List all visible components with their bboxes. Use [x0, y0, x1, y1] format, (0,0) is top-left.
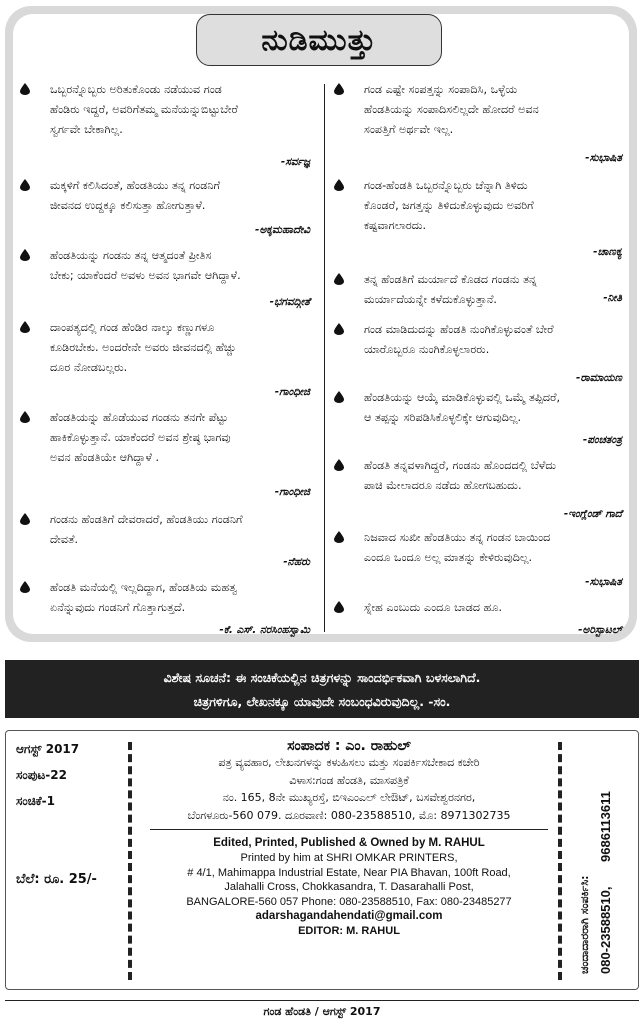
quote-author: -ಚಾಣಕ್ಯ [593, 246, 622, 258]
quote-left-4 [20, 318, 316, 380]
quote-right-4 [334, 320, 626, 362]
quote-author: -ನೀತಿ [603, 292, 622, 304]
dashed-divider-right [558, 742, 562, 980]
editor-heading: ಸಂಪಾದಕ : ಎಂ. ರಾಹುಲ್ [287, 738, 411, 754]
page-title: ನುಡಿಮುತ್ತು [196, 14, 442, 66]
drop-bullet-icon [20, 249, 30, 261]
quote-right-7 [334, 528, 626, 570]
quote-right-5 [334, 388, 626, 430]
issue-volume: ಸಂಪುಟ-22 [16, 768, 67, 782]
quote-text: ಹೆಂಡತಿ ಮನೆಯಲ್ಲಿ ಇಲ್ಲದಿದ್ದಾಗ, ಹೆಂಡತಿಯ ಮಹತ್ವ ಏನೆನ್ನುವುದು ಗಂಡನಿಗೆ ಗೊತ್ತಾಗುತ್ತದೆ. [50, 581, 238, 614]
quote-author: -ಅರಿಸ್ಟಾಟಲ್ [578, 624, 622, 636]
quote-text: ಗಂಡ ಮಾಡಿದುದನ್ನು ಹೆಂಡತಿ ನುಂಗಿಕೊಳ್ಳುವಂತೆ ಬೇರೆ ಯಾರೊಬ್ಬರೂ ನುಂಗಿಕೊಳ್ಳಲಾರರು. [364, 323, 554, 356]
page-footer: ಗಂಡ ಹೆಂಡತಿ / ಆಗಸ್ಟ್ 2017 [263, 1005, 381, 1018]
quote-right-8 [334, 598, 626, 620]
drop-bullet-icon [20, 513, 30, 525]
quote-left-1 [20, 80, 316, 142]
printer-line-3: # 4/1, Mahimappa Industrial Estate, Near PIA Bhavan, 100ft Road, [187, 866, 511, 879]
drop-bullet-icon [334, 391, 344, 403]
quote-text: ದಾಂಪತ್ಯದಲ್ಲಿ ಗಂಡ ಹೆಂಡಿರ ನಾಲ್ಕು ಕಣ್ಣುಗಳೂ ಕೂಡಿರಬೇಕು. ಅಂದರೇನೇ ಅವರು ಜೀವನದಲ್ಲಿ ಹೆಚ್ಚು ದೂರ ನೋಡಬಲ್ಲರು. [50, 321, 237, 374]
quote-author: -ನೆಹರು [283, 556, 310, 568]
quote-text: ಮಕ್ಕಳಿಗೆ ಕಲಿಸಿದಂತೆ, ಹೆಂಡತಿಯು ತನ್ನ ಗಂಡನಿಗೆ ಜೀವನದ ಉದ್ದಕ್ಕೂ ಕಲಿಸುತ್ತಾ ಹೋಗುತ್ತಾಳೆ. [50, 179, 221, 212]
issue-month: ಆಗಸ್ಟ್ 2017 [16, 742, 80, 756]
quote-author: -ಇಂಗ್ಲೆಂಡ್ ಗಾದೆ [563, 508, 622, 520]
footer-rule [5, 1000, 639, 1001]
notice-line-2: ಚಿತ್ರಗಳಿಗೂ, ಲೇಖನಕ್ಕೂ ಯಾವುದೇ ಸಂಬಂಧವಿರುವುದಿಲ್ಲ. -ಸಂ. [193, 694, 451, 709]
quote-author: -ಗಾಂಧೀಜಿ [274, 486, 310, 498]
drop-bullet-icon [20, 83, 30, 95]
quote-text: ತನ್ನ ಹೆಂಡತಿಗೆ ಮರ್ಯಾದೆ ಕೊಡದ ಗಂಡನು ತನ್ನ ಮರ್ಯಾದೆಯನ್ನೇ ಕಳೆದುಕೊಳ್ಳುತ್ತಾನೆ. [364, 273, 537, 306]
drop-bullet-icon [334, 83, 344, 95]
quote-text: ಒಬ್ಬರನ್ನೊಬ್ಬರು ಅರಿತುಕೊಂಡು ನಡೆಯುವ ಗಂಡ ಹೆಂಡಿರು ಇದ್ದರೆ, ಅವರಿಗೆತಮ್ಮ ಮನೆಯನ್ನುಬಿಟ್ಟುಬೇರೆ ಸ್ವರ್ಗವೇ ಬೇಕಾಗಿಲ್ಲ. [50, 83, 238, 136]
dashed-divider-left [128, 742, 132, 980]
issue-number: ಸಂಚಿಕೆ-1 [16, 794, 55, 808]
quote-author: -ಗಾಂಧೀಜಿ [274, 386, 310, 398]
editor-label: EDITOR: M. RAHUL [298, 925, 400, 937]
quote-text: ಹೆಂಡತಿ ತನ್ನವಳಾಗಿದ್ದರೆ, ಗಂಡನು ಹೊಂದದಲ್ಲಿ ಬೆಳೆದು ಪಾಚಿ ಮೇಲಾದರೂ ನಡೆದು ಹೋಗಬಹುದು. [364, 459, 557, 492]
drop-bullet-icon [20, 321, 30, 333]
quote-right-3 [334, 270, 626, 312]
quote-author: -ಭಗವದ್ಗೀತೆ [269, 296, 310, 308]
drop-bullet-icon [334, 601, 344, 613]
drop-bullet-icon [334, 531, 344, 543]
quote-author: -ಪಂಚತಂತ್ರ [582, 434, 622, 446]
quote-left-6 [20, 510, 316, 552]
drop-bullet-icon [20, 581, 30, 593]
subscription-phone-1: 080-23588510, [598, 886, 613, 974]
printer-line-5: BANGALORE-560 057 Phone: 080-23588510, Fax: 080-23485277 [186, 895, 512, 908]
subscription-label: ಚಂದಾದಾರರಾಗಿ ಸಂಪರ್ಕಿಸಿ: [578, 875, 591, 974]
special-notice [5, 660, 639, 718]
quote-author: -ಅಕ್ಕಮಹಾದೇವಿ [255, 224, 310, 236]
editorial-address [142, 736, 556, 939]
quote-left-5 [20, 408, 316, 470]
address-line-3: ನಂ. 165, 8ನೇ ಮುಖ್ಯರಸ್ತೆ, ಬಿಇಎಂಎಲ್ ಲೇಔಟ್, ಬಸವೇಶ್ವರನಗರ, [222, 791, 476, 804]
subscription-contact [570, 742, 630, 980]
issue-price: ಬೆಲೆ: ರೂ. 25/- [16, 872, 97, 887]
quote-right-2 [334, 176, 626, 238]
quote-text: ಹೆಂಡತಿಯನ್ನು ಗಂಡನು ತನ್ನ ಆತ್ಮದಂತೆ ಪ್ರೀತಿಸ ಬೇಕು; ಯಾಕೆಂದರೆ ಅವಳು ಅವನ ಭಾಗವೇ ಆಗಿದ್ದಾಳೆ. [50, 249, 241, 282]
quote-text: ಗಂಡ-ಹೆಂಡತಿ ಒಬ್ಬರನ್ನೊಬ್ಬರು ಚೆನ್ನಾಗಿ ತಿಳಿದು ಕೊಂಡರೆ, ಜಗತ್ತನ್ನು ತಿಳಿದುಕೊಳ್ಳುವುದು ಅವರಿಗೆ ಕಷ್ಟವಾಗಲಾರದು. [364, 179, 534, 232]
quote-author: -ಸುಭಾಷಿತ [585, 576, 622, 588]
address-line-4: ಬೆಂಗಳೂರು-560 079. ದೂರವಾಣಿ: 080-23588510, ಮೊ: 8971302735 [187, 808, 511, 822]
drop-bullet-icon [20, 411, 30, 423]
notice-line-1: ವಿಶೇಷ ಸೂಚನೆ: ಈ ಸಂಚಿಕೆಯಲ್ಲಿನ ಚಿತ್ರಗಳನ್ನು ಸಾಂದರ್ಭಿಕವಾಗಿ ಬಳಸಲಾಗಿದೆ. [163, 670, 481, 685]
subscription-phone-2: 9686113611 [598, 791, 613, 862]
quote-right-6 [334, 456, 626, 498]
address-line-2: ವಿಳಾಸ:ಗಂಡ ಹೆಂಡತಿ, ಮಾಸಪತ್ರಿಕೆ [289, 773, 409, 787]
column-divider [324, 84, 325, 632]
drop-bullet-icon [20, 179, 30, 191]
drop-bullet-icon [334, 179, 344, 191]
quote-text: ಸ್ನೇಹ ಎಂಬುದು ಎಂದೂ ಬಾಡದ ಹೂ. [364, 601, 503, 614]
quote-text: ಗಂಡನು ಹೆಂಡತಿಗೆ ದೇವರಾದರೆ, ಹೆಂಡತಿಯು ಗಂಡನಿಗೆ ದೇವತೆ. [50, 513, 243, 546]
section-divider [150, 829, 548, 830]
quote-author: -ಸರ್ವಜ್ಞ [280, 156, 310, 168]
email-address: adarshagandahendati@gmail.com [255, 910, 443, 922]
quote-left-2 [20, 176, 316, 218]
quote-left-7 [20, 578, 316, 620]
quote-text: ನಿಜವಾದ ಸುಖೀ ಹೆಂಡತಿಯು ತನ್ನ ಗಂಡನ ಬಾಯಿಂದ ಎಂದೂ ಒಂದೂ ಅಲ್ಲ ಮಾತನ್ನು ಕೇಳಿರುವುದಿಲ್ಲ. [364, 531, 551, 564]
printer-line-1: Edited, Printed, Published & Owned by M. RAHUL [213, 837, 485, 849]
quote-author: -ರಾಮಾಯಣ [575, 372, 622, 384]
drop-bullet-icon [334, 323, 344, 335]
printer-line-2: Printed by him at SHRI OMKAR PRINTERS, [240, 852, 458, 864]
address-line-1: ಪತ್ರ ವ್ಯವಹಾರ, ಲೇಖನಗಳನ್ನು ಕಳುಹಿಸಲು ಮತ್ತು ಸಂಪರ್ಕಿಸಬೇಕಾದ ಕಚೇರಿ [218, 756, 480, 769]
quote-author: -ಕೆ. ಎಸ್. ನರಸಿಂಹಸ್ವಾಮಿ [219, 624, 310, 636]
drop-bullet-icon [334, 273, 344, 285]
quote-author: -ಸುಭಾಷಿತ [585, 152, 622, 164]
quote-text: ಗಂಡ ಎಷ್ಟೇ ಸಂಪತ್ತನ್ನು ಸಂಪಾದಿಸಿ, ಒಳ್ಳೆಯ ಹೆಂಡತಿಯನ್ನು ಸಂಪಾದಿಸಲಿಲ್ಲದೇ ಹೋದರೆ ಅವನ ಸಂಪತ್ತಿಗೆ ಅರ್ಥವೇ ಇಲ್ಲ. [364, 83, 539, 136]
drop-bullet-icon [334, 459, 344, 471]
quote-text: ಹೆಂಡತಿಯನ್ನು ಆಯ್ಕೆ ಮಾಡಿಕೊಳ್ಳುವಲ್ಲಿ ಒಮ್ಮೆ ತಪ್ಪಿದರೆ, ಆ ತಪ್ಪನ್ನು ಸರಿಪಡಿಸಿಕೊಳ್ಳಲಿಕ್ಕೇ ಆಗುವುದಿಲ್ಲ. [364, 391, 561, 424]
quote-text: ಹೆಂಡತಿಯನ್ನು ಹೊಡೆಯುವ ಗಂಡನು ತನಗೇ ಪೆಟ್ಟು ಹಾಕಿಕೊಳ್ಳುತ್ತಾನೆ. ಯಾಕೆಂದರೆ ಅವನ ಶ್ರೇಷ್ಠ ಭಾಗವು ಅವನ ಹೆಂಡತಿಯೇ ಆಗಿದ್ದಾಳೆ . [50, 411, 231, 464]
quote-right-1 [334, 80, 626, 142]
quote-left-3 [20, 246, 316, 288]
printer-line-4: Jalahalli Cross, Chokkasandra, T. Dasarahalli Post, [224, 881, 474, 893]
